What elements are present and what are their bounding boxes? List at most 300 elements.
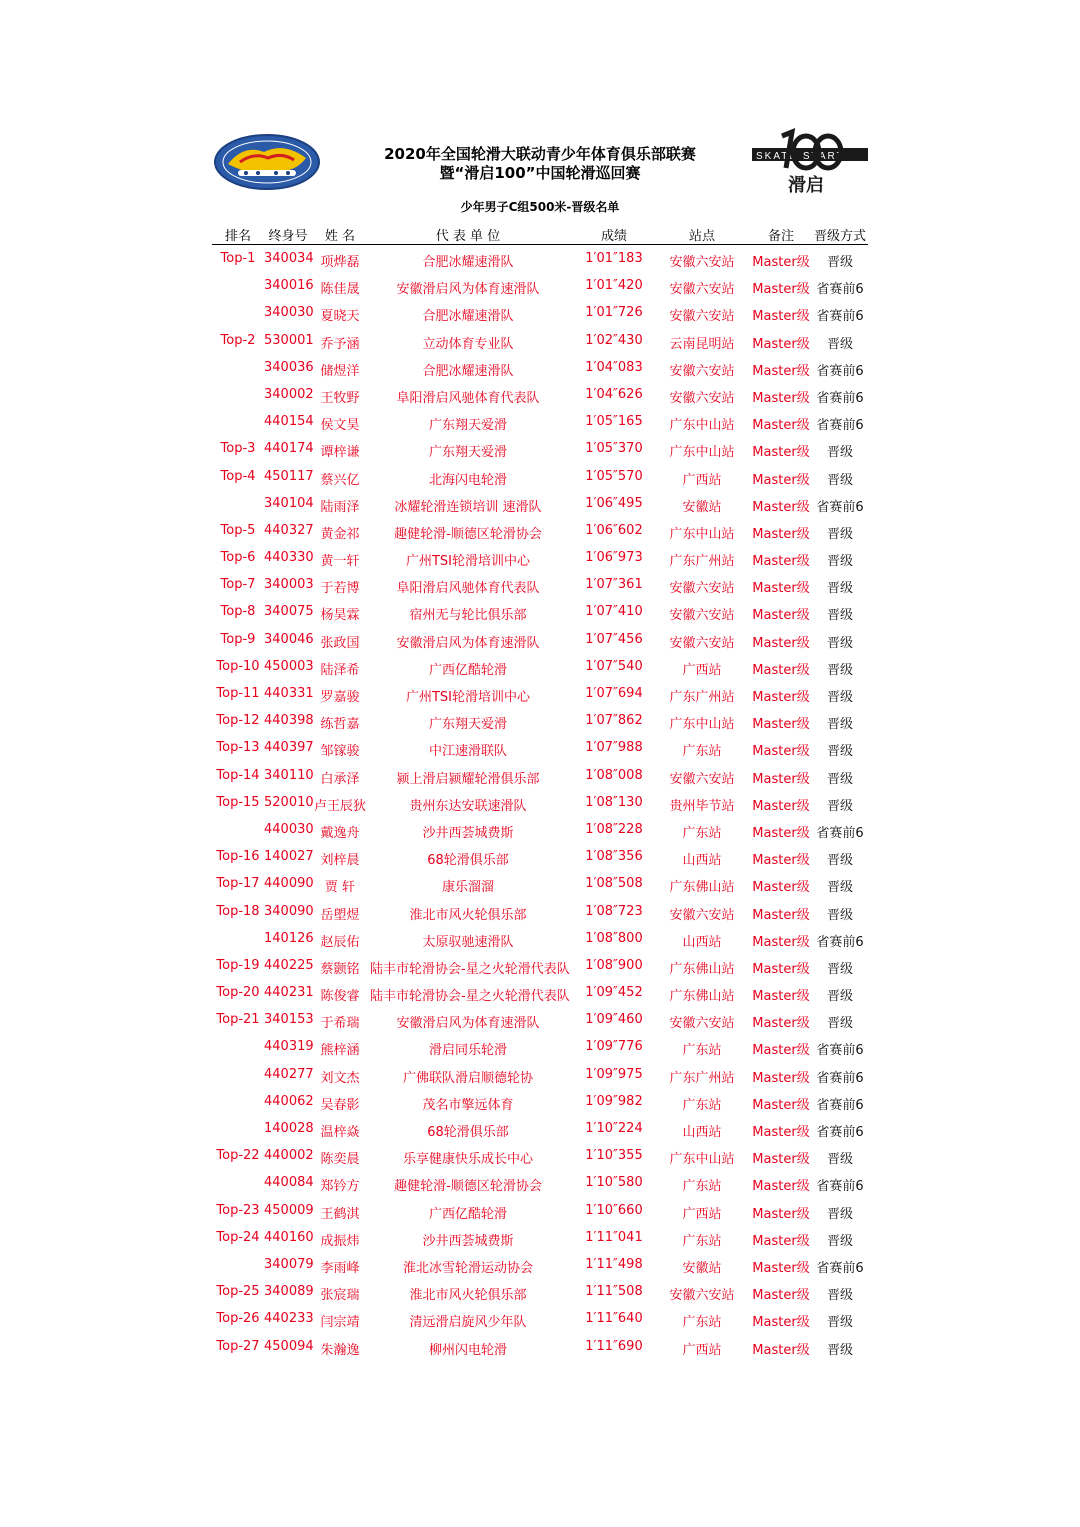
method-cell: 省赛前6 — [816, 309, 864, 325]
column-header-station: 站点 — [688, 229, 715, 244]
page-title: 2020年全国轮滑大联动青少年体育俱乐部联赛 — [384, 145, 696, 163]
name-cell: 成振炜 — [320, 1233, 360, 1249]
id-cell: 440398 — [264, 713, 314, 729]
station-cell: 广东中山站 — [669, 526, 735, 542]
method-cell: 省赛前6 — [816, 1043, 864, 1059]
team-cell: 安徽滑启风为体育速滑队 — [396, 1016, 540, 1032]
station-cell: 安徽六安站 — [669, 282, 735, 298]
table-header — [212, 222, 868, 245]
id-cell: 440397 — [264, 740, 314, 756]
id-cell: 440331 — [264, 686, 314, 701]
team-cell: 沙井西荟城费斯 — [422, 1233, 514, 1249]
table-row — [212, 1334, 868, 1361]
cras-logo-icon — [214, 134, 320, 190]
method-cell: 晋级 — [826, 717, 853, 733]
team-cell: 阜阳滑启风驰体育代表队 — [396, 581, 540, 597]
table-row — [212, 1062, 868, 1089]
note-cell: Master级 — [752, 390, 810, 406]
note-cell: Master级 — [752, 1206, 810, 1222]
station-cell: 广西站 — [682, 662, 722, 678]
note-cell: Master级 — [752, 282, 810, 298]
team-cell: 中江速滑联队 — [428, 744, 507, 760]
result-cell: 1′11″498 — [585, 1256, 643, 1272]
table-row — [212, 1170, 868, 1197]
name-cell: 王牧野 — [320, 390, 360, 406]
table-row — [212, 953, 868, 980]
method-cell: 晋级 — [826, 554, 853, 570]
table-row — [212, 599, 868, 626]
result-cell: 1′08″800 — [585, 930, 643, 946]
column-header-result: 成绩 — [600, 229, 627, 244]
note-cell: Master级 — [752, 499, 810, 515]
rank-cell: Top-1 — [220, 251, 256, 266]
table-row — [212, 328, 868, 355]
rank-cell: Top-13 — [216, 740, 260, 756]
table-row — [212, 491, 868, 518]
station-cell: 广东站 — [682, 825, 722, 841]
station-cell: 安徽站 — [682, 1260, 722, 1276]
method-cell: 晋级 — [826, 608, 853, 624]
team-cell: 广东翔天爱滑 — [428, 418, 507, 434]
table-row — [212, 763, 868, 790]
id-cell: 440330 — [264, 550, 314, 566]
note-cell: Master级 — [752, 1288, 810, 1304]
result-cell: 1′09″975 — [585, 1066, 643, 1082]
name-cell: 侯文昊 — [320, 418, 360, 434]
result-cell: 1′10″580 — [585, 1175, 643, 1191]
note-cell: Master级 — [752, 554, 810, 570]
name-cell: 郑钤方 — [320, 1179, 360, 1195]
name-cell: 贾 轩 — [324, 880, 356, 896]
method-cell: 晋级 — [826, 1288, 853, 1304]
id-cell: 450003 — [264, 658, 314, 674]
name-cell: 陆雨泽 — [320, 499, 360, 515]
rank-cell: Top-26 — [216, 1311, 260, 1327]
team-cell: 合肥冰耀速滑队 — [422, 255, 514, 270]
table-row — [212, 1034, 868, 1061]
method-cell: 省赛前6 — [816, 934, 864, 950]
column-header-note: 备注 — [767, 229, 794, 244]
id-cell: 440225 — [264, 957, 314, 973]
rank-cell: Top-18 — [216, 903, 260, 919]
station-cell: 安徽六安站 — [669, 390, 735, 406]
rank-cell: Top-27 — [216, 1338, 260, 1354]
name-cell: 邹镓骏 — [320, 744, 360, 760]
id-cell: 340016 — [264, 278, 314, 294]
method-cell: 晋级 — [826, 662, 853, 678]
team-cell: 贵州东达安联速滑队 — [409, 798, 527, 814]
team-cell: 淮北冰雪轮滑运动协会 — [402, 1260, 533, 1276]
note-cell: Master级 — [752, 1016, 810, 1032]
method-cell: 晋级 — [826, 635, 853, 651]
note-cell: Master级 — [752, 1070, 810, 1086]
team-cell: 沙井西荟城费斯 — [422, 825, 514, 841]
id-cell: 440154 — [264, 414, 314, 430]
result-cell: 1′10″224 — [585, 1121, 643, 1136]
table-row — [212, 1116, 868, 1143]
name-cell: 练哲嘉 — [320, 717, 360, 733]
team-cell: 陆丰市轮滑协会-星之火轮滑代表队 — [370, 961, 570, 977]
id-cell: 440231 — [264, 985, 314, 1001]
name-cell: 熊梓涵 — [320, 1043, 360, 1059]
station-cell: 广东广州站 — [669, 690, 735, 705]
team-cell: 合肥冰耀速滑队 — [422, 363, 514, 379]
note-cell: Master级 — [752, 336, 810, 352]
station-cell: 广西站 — [682, 1206, 722, 1222]
method-cell: 省赛前6 — [816, 499, 864, 515]
result-cell: 1′09″452 — [585, 985, 643, 1001]
station-cell: 广东站 — [682, 1043, 722, 1059]
note-cell: Master级 — [752, 880, 810, 896]
method-cell: 晋级 — [826, 1233, 853, 1249]
table-row — [212, 436, 868, 463]
station-cell: 广东中山站 — [669, 445, 735, 461]
name-cell: 黄一轩 — [320, 554, 360, 570]
team-cell: 68轮滑俱乐部 — [427, 853, 509, 869]
method-cell: 晋级 — [826, 1016, 853, 1032]
rank-cell: Top-10 — [216, 658, 260, 674]
id-cell: 340030 — [264, 305, 314, 321]
rank-cell: Top-11 — [216, 686, 260, 701]
id-cell: 440327 — [264, 522, 314, 538]
station-cell: 广东站 — [682, 744, 722, 760]
result-cell: 1′06″602 — [585, 522, 643, 538]
team-cell: 立动体育专业队 — [422, 336, 514, 352]
name-cell: 温梓焱 — [320, 1125, 360, 1140]
id-cell: 440160 — [264, 1229, 314, 1245]
station-cell: 广东佛山站 — [669, 989, 735, 1005]
column-header-team: 代 表 单 位 — [435, 229, 501, 244]
id-cell: 440030 — [264, 821, 314, 837]
note-cell: Master级 — [752, 1260, 810, 1276]
result-cell: 1′05″165 — [585, 414, 643, 430]
id-cell: 440090 — [264, 876, 314, 892]
team-cell: 茂名市擎远体育 — [422, 1097, 514, 1113]
team-cell: 淮北市风火轮俱乐部 — [409, 1288, 527, 1304]
note-cell: Master级 — [752, 1233, 810, 1249]
station-cell: 广东佛山站 — [669, 961, 735, 977]
table-row — [212, 627, 868, 654]
team-cell: 趣健轮滑-顺德区轮滑协会 — [394, 1179, 542, 1195]
table-row — [212, 926, 868, 953]
name-cell: 张宸瑞 — [320, 1288, 360, 1304]
station-cell: 广东站 — [682, 1097, 722, 1113]
results-table — [212, 246, 868, 1361]
result-cell: 1′07″694 — [585, 686, 643, 701]
id-cell: 450009 — [264, 1202, 314, 1218]
name-cell: 储煜洋 — [320, 363, 360, 379]
station-cell: 广东中山站 — [669, 418, 735, 434]
team-cell: 广州TSI轮滑培训中心 — [405, 690, 531, 705]
result-cell: 1′10″355 — [585, 1148, 643, 1164]
rank-cell: Top-15 — [216, 794, 260, 810]
name-cell: 项烨磊 — [320, 255, 360, 270]
table-row — [212, 1007, 868, 1034]
station-cell: 广东广州站 — [669, 554, 735, 570]
table-row — [212, 382, 868, 409]
column-header-rank: 排名 — [224, 229, 251, 244]
table-row — [212, 708, 868, 735]
result-cell: 1′07″988 — [585, 740, 643, 756]
team-cell: 合肥冰耀速滑队 — [422, 309, 514, 325]
table-row — [212, 246, 868, 273]
id-cell: 340153 — [264, 1012, 314, 1028]
rank-cell: Top-23 — [216, 1202, 260, 1218]
table-row — [212, 1143, 868, 1170]
id-cell: 340089 — [264, 1284, 314, 1300]
note-cell: Master级 — [752, 690, 810, 705]
station-cell: 安徽六安站 — [669, 255, 735, 270]
table-row — [212, 844, 868, 871]
note-cell: Master级 — [752, 1043, 810, 1059]
note-cell: Master级 — [752, 1315, 810, 1331]
method-cell: 晋级 — [826, 472, 853, 488]
result-cell: 1′08″900 — [585, 957, 643, 973]
id-cell: 340075 — [264, 604, 314, 620]
team-cell: 广东翔天爱滑 — [428, 445, 507, 461]
method-cell: 晋级 — [826, 771, 853, 787]
table-row — [212, 735, 868, 762]
result-cell: 1′01″420 — [585, 278, 643, 294]
id-cell: 340034 — [264, 251, 314, 266]
result-cell: 1′08″508 — [585, 876, 643, 892]
id-cell: 140027 — [264, 849, 314, 865]
note-cell: Master级 — [752, 526, 810, 542]
name-cell: 闫宗靖 — [320, 1315, 360, 1331]
result-cell: 1′06″973 — [585, 550, 643, 566]
note-cell: Master级 — [752, 853, 810, 869]
result-cell: 1′10″660 — [585, 1202, 643, 1218]
result-cell: 1′05″370 — [585, 441, 643, 457]
team-cell: 陆丰市轮滑协会-星之火轮滑代表队 — [370, 989, 570, 1005]
method-cell: 省赛前6 — [816, 825, 864, 841]
station-cell: 安徽六安站 — [669, 635, 735, 651]
note-cell: Master级 — [752, 934, 810, 950]
rank-cell: Top-3 — [220, 441, 256, 457]
team-cell: 宿州无与轮比俱乐部 — [409, 608, 527, 624]
team-cell: 68轮滑俱乐部 — [427, 1125, 509, 1140]
method-cell: 晋级 — [826, 690, 853, 705]
method-cell: 省赛前6 — [816, 1070, 864, 1086]
method-cell: 省赛前6 — [816, 1179, 864, 1195]
table-row — [212, 1225, 868, 1252]
table-row — [212, 545, 868, 572]
name-cell: 蔡颢铭 — [320, 961, 360, 977]
team-cell: 安徽滑启风为体育速滑队 — [396, 635, 540, 651]
station-cell: 安徽六安站 — [669, 771, 735, 787]
id-cell: 440002 — [264, 1148, 314, 1164]
name-cell: 张政国 — [320, 635, 360, 651]
column-header-id: 终身号 — [268, 229, 308, 244]
station-cell: 安徽六安站 — [669, 1016, 735, 1032]
name-cell: 夏晓天 — [320, 309, 360, 325]
team-cell: 康乐溜溜 — [441, 880, 494, 896]
name-cell: 于若博 — [320, 581, 360, 597]
table-row — [212, 1089, 868, 1116]
rank-cell: Top-20 — [216, 985, 260, 1001]
rank-cell: Top-9 — [220, 631, 256, 647]
team-cell: 太原驭驰速滑队 — [422, 934, 514, 950]
note-cell: Master级 — [752, 989, 810, 1005]
team-cell: 淮北市风火轮俱乐部 — [409, 907, 527, 923]
note-cell: Master级 — [752, 662, 810, 678]
table-row — [212, 355, 868, 382]
rank-cell: Top-4 — [220, 468, 256, 484]
table-row — [212, 980, 868, 1007]
column-header-name: 姓 名 — [324, 229, 356, 244]
table-row — [212, 409, 868, 436]
result-cell: 1′04″083 — [585, 359, 643, 375]
page-subtitle: 少年男子C组500米-晋级名单 — [460, 200, 620, 214]
method-cell: 晋级 — [826, 1342, 853, 1358]
method-cell: 省赛前6 — [816, 1125, 864, 1140]
method-cell: 晋级 — [826, 526, 853, 542]
method-cell: 省赛前6 — [816, 1097, 864, 1113]
team-cell: 广州TSI轮滑培训中心 — [405, 554, 531, 570]
table-row — [212, 1306, 868, 1333]
name-cell: 卢王辰狄 — [314, 798, 367, 814]
station-cell: 安徽六安站 — [669, 1288, 735, 1304]
id-cell: 340002 — [264, 386, 314, 402]
name-cell: 岳塱煜 — [320, 907, 360, 923]
name-cell: 陈佳晟 — [320, 282, 360, 298]
method-cell: 省赛前6 — [816, 1260, 864, 1276]
rank-cell: Top-24 — [216, 1229, 260, 1245]
note-cell: Master级 — [752, 1152, 810, 1168]
table-row — [212, 681, 868, 708]
id-cell: 340110 — [264, 767, 314, 783]
station-cell: 广东中山站 — [669, 717, 735, 733]
name-cell: 刘文杰 — [320, 1070, 360, 1086]
note-cell: Master级 — [752, 717, 810, 733]
id-cell: 530001 — [264, 332, 314, 348]
rank-cell: Top-21 — [216, 1012, 260, 1028]
team-cell: 阜阳滑启风驰体育代表队 — [396, 390, 540, 406]
rank-cell: Top-7 — [220, 577, 256, 593]
name-cell: 吴春影 — [320, 1097, 360, 1113]
table-row — [212, 1252, 868, 1279]
result-cell: 1′09″776 — [585, 1039, 643, 1055]
station-cell: 安徽六安站 — [669, 608, 735, 624]
result-cell: 1′06″495 — [585, 495, 643, 511]
table-row — [212, 273, 868, 300]
team-cell: 广西亿酷轮滑 — [428, 1206, 507, 1222]
id-cell: 440084 — [264, 1175, 314, 1191]
rank-cell: Top-16 — [216, 849, 260, 865]
skate-start-100-logo-icon — [752, 128, 868, 196]
name-cell: 白承泽 — [320, 771, 360, 787]
team-cell: 颍上滑启颍耀轮滑俱乐部 — [396, 771, 540, 787]
rank-cell: Top-8 — [220, 604, 256, 620]
id-cell: 440277 — [264, 1066, 314, 1082]
id-cell: 440062 — [264, 1093, 314, 1109]
id-cell: 440174 — [264, 441, 314, 457]
result-cell: 1′08″008 — [585, 767, 643, 783]
rank-cell: Top-25 — [216, 1284, 260, 1300]
name-cell: 谭梓谦 — [320, 445, 360, 461]
method-cell: 晋级 — [826, 336, 853, 352]
team-cell: 清远滑启旋风少年队 — [409, 1315, 527, 1331]
rank-cell: Top-12 — [216, 713, 260, 729]
station-cell: 广西站 — [682, 472, 722, 488]
method-cell: 晋级 — [826, 1206, 853, 1222]
note-cell: Master级 — [752, 771, 810, 787]
team-cell: 安徽滑启风为体育速滑队 — [396, 282, 540, 298]
name-cell: 陈奕晨 — [320, 1152, 360, 1168]
station-cell: 安徽站 — [682, 499, 722, 515]
note-cell: Master级 — [752, 1125, 810, 1140]
station-cell: 广西站 — [682, 1342, 722, 1358]
station-cell: 广东站 — [682, 1233, 722, 1249]
name-cell: 罗嘉骏 — [320, 690, 360, 705]
note-cell: Master级 — [752, 445, 810, 461]
result-cell: 1′08″723 — [585, 903, 643, 919]
station-cell: 广东站 — [682, 1315, 722, 1331]
name-cell: 李雨峰 — [320, 1260, 360, 1276]
method-cell: 晋级 — [826, 1315, 853, 1331]
team-cell: 趣健轮滑-顺德区轮滑协会 — [394, 526, 542, 542]
team-cell: 广东翔天爱滑 — [428, 717, 507, 733]
id-cell: 140028 — [264, 1121, 314, 1136]
table-row — [212, 518, 868, 545]
result-cell: 1′07″862 — [585, 713, 643, 729]
method-cell: 晋级 — [826, 880, 853, 896]
station-cell: 山西站 — [682, 853, 722, 869]
table-row — [212, 899, 868, 926]
station-cell: 广东广州站 — [669, 1070, 735, 1086]
name-cell: 刘梓晨 — [320, 853, 360, 869]
station-cell: 广东佛山站 — [669, 880, 735, 896]
rank-cell: Top-17 — [216, 876, 260, 892]
id-cell: 340003 — [264, 577, 314, 593]
id-cell: 340046 — [264, 631, 314, 647]
note-cell: Master级 — [752, 581, 810, 597]
team-cell: 北海闪电轮滑 — [428, 472, 507, 488]
name-cell: 陈俊睿 — [320, 989, 360, 1005]
station-cell: 山西站 — [682, 1125, 722, 1140]
station-cell: 安徽六安站 — [669, 309, 735, 325]
table-row — [212, 817, 868, 844]
id-cell: 340036 — [264, 359, 314, 375]
result-cell: 1′11″041 — [585, 1229, 643, 1245]
station-cell: 安徽六安站 — [669, 581, 735, 597]
note-cell: Master级 — [752, 635, 810, 651]
result-cell: 1′01″726 — [585, 305, 643, 321]
note-cell: Master级 — [752, 255, 810, 270]
id-cell: 440233 — [264, 1311, 314, 1327]
id-cell: 450117 — [264, 468, 314, 484]
method-cell: 省赛前6 — [816, 418, 864, 434]
method-cell: 晋级 — [826, 581, 853, 597]
result-cell: 1′07″361 — [585, 577, 643, 593]
result-cell: 1′08″356 — [585, 849, 643, 865]
name-cell: 戴逸舟 — [320, 825, 360, 841]
name-cell: 王鹤淇 — [320, 1206, 360, 1222]
station-cell: 广东中山站 — [669, 1152, 735, 1168]
note-cell: Master级 — [752, 472, 810, 488]
id-cell: 440319 — [264, 1039, 314, 1055]
rank-cell: Top-14 — [216, 767, 260, 783]
team-cell: 乐享健康快乐成长中心 — [402, 1152, 533, 1168]
id-cell: 340104 — [264, 495, 314, 511]
method-cell: 省赛前6 — [816, 390, 864, 406]
result-cell: 1′11″640 — [585, 1311, 643, 1327]
team-cell: 冰耀轮滑连锁培训 速滑队 — [394, 499, 542, 515]
name-cell: 赵辰佑 — [320, 934, 360, 950]
svg-text:SKATE START: SKATE START — [756, 151, 845, 162]
result-cell: 1′09″460 — [585, 1012, 643, 1028]
note-cell: Master级 — [752, 418, 810, 434]
